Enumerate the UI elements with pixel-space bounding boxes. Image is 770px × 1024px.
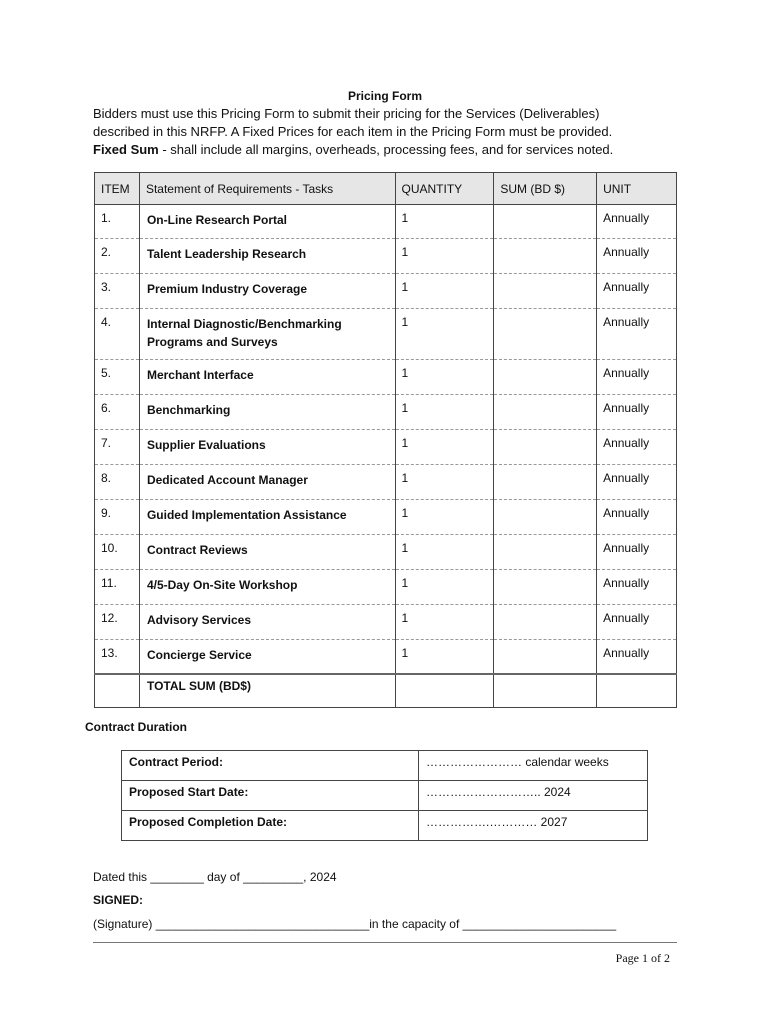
- sum-cell[interactable]: [494, 605, 597, 640]
- intro-line-1: Bidders must use this Pricing Form to submit their pricing for the Services (Deliverables): [93, 106, 600, 121]
- item-number: 6.: [95, 395, 140, 430]
- quantity: 1: [395, 535, 494, 570]
- task-name: Premium Industry Coverage: [139, 274, 395, 309]
- quantity: 1: [395, 640, 494, 675]
- task-name: Dedicated Account Manager: [139, 465, 395, 500]
- quantity: 1: [395, 309, 494, 360]
- item-number: 10.: [95, 535, 140, 570]
- total-unit-cell: [597, 674, 677, 708]
- unit: Annually: [597, 395, 677, 430]
- task-name: 4/5-Day On-Site Workshop: [139, 570, 395, 605]
- sum-cell[interactable]: [494, 430, 597, 465]
- sum-cell[interactable]: [494, 570, 597, 605]
- header-quantity: QUANTITY: [395, 173, 494, 205]
- page-number: Page 1 of 2: [615, 951, 670, 965]
- task-line-2: Programs and Surveys: [146, 335, 278, 349]
- unit: Annually: [597, 274, 677, 309]
- item-number: 13.: [95, 640, 140, 675]
- task-name: Merchant Interface: [139, 360, 395, 395]
- pricing-table: [94, 172, 677, 708]
- sum-cell[interactable]: [494, 205, 597, 239]
- footer-divider: [93, 942, 677, 943]
- task-name: Benchmarking: [139, 395, 395, 430]
- table-row: [95, 430, 677, 465]
- intro-paragraph: [93, 105, 693, 159]
- fixed-sum-label: Fixed Sum: [93, 142, 159, 157]
- item-number: 8.: [95, 465, 140, 500]
- item-number: 12.: [95, 605, 140, 640]
- total-label: TOTAL SUM (BD$): [139, 674, 395, 708]
- item-number: 1.: [95, 205, 140, 239]
- task-name: Contract Reviews: [139, 535, 395, 570]
- task-name: Concierge Service: [139, 640, 395, 675]
- table-row: [95, 465, 677, 500]
- header-item: ITEM: [95, 173, 140, 205]
- task-name: On-Line Research Portal: [139, 205, 395, 239]
- sum-cell[interactable]: [494, 465, 597, 500]
- unit: Annually: [597, 640, 677, 675]
- quantity: 1: [395, 500, 494, 535]
- item-number: 7.: [95, 430, 140, 465]
- unit: Annually: [597, 465, 677, 500]
- intro-line-3: [93, 141, 693, 159]
- table-row: [95, 570, 677, 605]
- header-unit: UNIT: [597, 173, 677, 205]
- task-name: Talent Leadership Research: [139, 239, 395, 274]
- signature-line: (Signature) ________________________________in the capacity of _______________________: [93, 917, 617, 931]
- dated-line: Dated this ________ day of _________, 2024: [93, 870, 337, 884]
- sum-cell[interactable]: [494, 274, 597, 309]
- sum-cell[interactable]: [494, 360, 597, 395]
- contract-period-value[interactable]: …………………… calendar weeks: [419, 751, 648, 781]
- unit: Annually: [597, 239, 677, 274]
- sum-cell[interactable]: [494, 535, 597, 570]
- pricing-header-row: [95, 173, 677, 205]
- total-row: [95, 674, 677, 708]
- sum-cell[interactable]: [494, 239, 597, 274]
- sum-cell[interactable]: [494, 309, 597, 360]
- completion-date-label: Proposed Completion Date:: [122, 811, 419, 841]
- task-name: Advisory Services: [139, 605, 395, 640]
- quantity: 1: [395, 360, 494, 395]
- quantity: 1: [395, 465, 494, 500]
- quantity: 1: [395, 430, 494, 465]
- total-quantity-cell: [395, 674, 494, 708]
- table-row: [122, 751, 648, 781]
- table-row: [95, 309, 677, 360]
- unit: Annually: [597, 570, 677, 605]
- task-name: Guided Implementation Assistance: [139, 500, 395, 535]
- page-title: Pricing Form: [347, 89, 422, 103]
- unit: Annually: [597, 309, 677, 360]
- quantity: 1: [395, 570, 494, 605]
- sum-cell[interactable]: [494, 640, 597, 675]
- quantity: 1: [395, 605, 494, 640]
- header-task: Statement of Requirements - Tasks: [139, 173, 395, 205]
- unit: Annually: [597, 205, 677, 239]
- table-row: [95, 205, 677, 239]
- table-row: [95, 605, 677, 640]
- start-date-value[interactable]: ……………………….. 2024: [419, 781, 648, 811]
- quantity: 1: [395, 239, 494, 274]
- item-number: 9.: [95, 500, 140, 535]
- table-row: [122, 811, 648, 841]
- unit: Annually: [597, 605, 677, 640]
- table-row: [95, 395, 677, 430]
- table-row: [95, 640, 677, 675]
- unit: Annually: [597, 360, 677, 395]
- table-row: [95, 239, 677, 274]
- item-number: 5.: [95, 360, 140, 395]
- sum-cell[interactable]: [494, 395, 597, 430]
- signed-label: SIGNED:: [93, 893, 144, 907]
- header-sum: SUM (BD $): [494, 173, 597, 205]
- quantity: 1: [395, 205, 494, 239]
- sum-cell[interactable]: [494, 500, 597, 535]
- item-number: 2.: [95, 239, 140, 274]
- task-line-1: Internal Diagnostic/Benchmarking: [146, 317, 342, 331]
- intro-line-2: described in this NRFP. A Fixed Prices for each item in the Pricing Form must be provided.: [93, 124, 613, 139]
- contract-duration-table: [121, 750, 648, 841]
- item-number: 3.: [95, 274, 140, 309]
- task-name: [139, 309, 395, 360]
- table-row: [95, 500, 677, 535]
- item-number: 11.: [95, 570, 140, 605]
- unit: Annually: [597, 535, 677, 570]
- unit: Annually: [597, 500, 677, 535]
- start-date-label: Proposed Start Date:: [122, 781, 419, 811]
- unit: Annually: [597, 430, 677, 465]
- completion-date-value[interactable]: …………….………… 2027: [419, 811, 648, 841]
- contract-period-label: Contract Period:: [122, 751, 419, 781]
- contract-duration-heading: Contract Duration: [85, 720, 187, 734]
- total-sum-cell[interactable]: [494, 674, 597, 708]
- table-row: [95, 360, 677, 395]
- total-item-cell: [95, 674, 140, 708]
- table-row: [122, 781, 648, 811]
- task-name: Supplier Evaluations: [139, 430, 395, 465]
- table-row: [95, 535, 677, 570]
- quantity: 1: [395, 395, 494, 430]
- quantity: 1: [395, 274, 494, 309]
- table-row: [95, 274, 677, 309]
- fixed-sum-text: - shall include all margins, overheads, processing fees, and for services noted.: [158, 142, 614, 157]
- item-number: 4.: [95, 309, 140, 360]
